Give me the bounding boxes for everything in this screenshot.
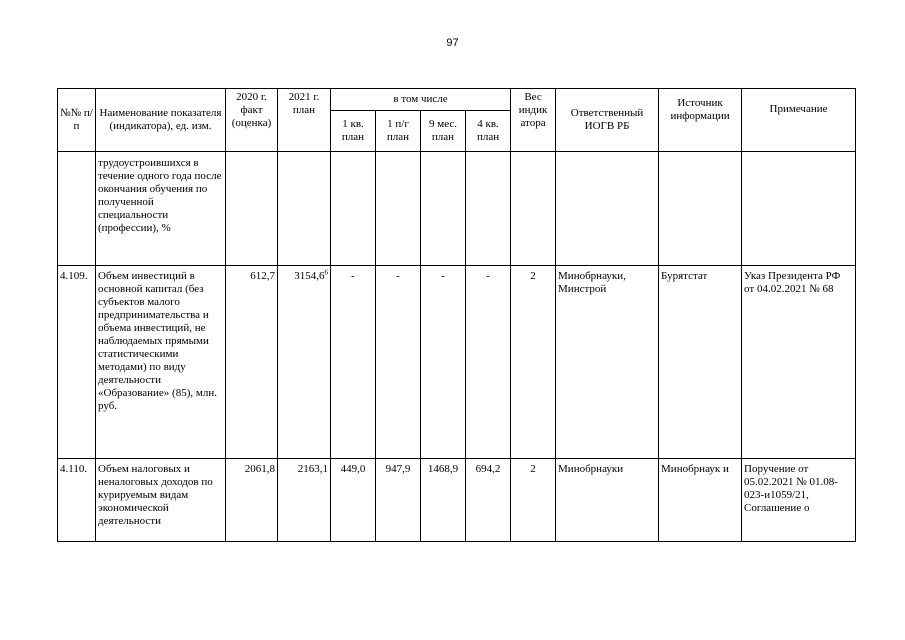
header-source: Источник информации [659,89,742,152]
row-9m: - [421,266,466,459]
row-num [58,152,96,266]
row-num: 4.110. [58,459,96,542]
row-9m: 1468,9 [421,459,466,542]
row-responsible: Минобрнауки, Минстрой [556,266,659,459]
header-plan-2021: 2021 г. план [278,89,331,152]
row-note: Поручение от 05.02.2021 № 01.08-023-и1059/21, Соглашение о [742,459,856,542]
row-q1 [331,152,376,266]
row-plan-2021: 2163,1 [278,459,331,542]
row-fact-2020 [226,152,278,266]
table-row [58,152,856,266]
row-source [659,152,742,266]
table-header [58,89,856,152]
page-number: 97 [446,37,459,49]
header-note: Примечание [742,89,856,152]
row-q1: - [331,266,376,459]
row-weight: 2 [511,459,556,542]
row-q4 [466,152,511,266]
row-responsible: Минобрнауки [556,459,659,542]
header-9m: 9 мес. план [421,111,466,152]
row-num: 4.109. [58,266,96,459]
header-responsible: Ответственный ИОГВ РБ [556,89,659,152]
row-h1 [376,152,421,266]
row-source: Минобрнаук и [659,459,742,542]
row-plan-2021-value: 3154,6 [294,270,325,282]
row-name: Объем налоговых и неналоговых доходов по курируемым видам экономической деятельности [96,459,226,542]
row-q4: - [466,266,511,459]
row-h1: 947,9 [376,459,421,542]
row-responsible [556,152,659,266]
table-row [58,266,856,459]
row-name: Объем инвестиций в основной капитал (без субъектов малого предпринимательства и объема инвестиций, не наблюдаемых прямыми статистическими методами) по виду деятельности «Образование» (85), млн. руб. [96,266,226,459]
row-weight [511,152,556,266]
footnote-mark: 6 [324,268,328,277]
header-h1: 1 п/г план [376,111,421,152]
row-source: Бурятстат [659,266,742,459]
row-weight: 2 [511,266,556,459]
table-row [58,459,856,542]
row-note [742,152,856,266]
row-name: трудоустроившихся в течение одного года после окончания обучения по полученной специальности (профессии), % [96,152,226,266]
header-weight: Вес индик атора [511,89,556,152]
row-plan-2021 [278,266,331,459]
indicators-table [57,88,856,542]
header-q1: 1 кв. план [331,111,376,152]
row-h1: - [376,266,421,459]
row-note: Указ Президента РФ от 04.02.2021 № 68 [742,266,856,459]
header-name: Наименование показателя (индикатора), ед. изм. [96,89,226,152]
row-fact-2020: 2061,8 [226,459,278,542]
row-q4: 694,2 [466,459,511,542]
row-9m [421,152,466,266]
header-fact-2020: 2020 г. факт (оценка) [226,89,278,152]
row-fact-2020: 612,7 [226,266,278,459]
row-plan-2021 [278,152,331,266]
header-q4: 4 кв. план [466,111,511,152]
header-including: в том числе [331,89,511,111]
header-num: №№ п/п [58,89,96,152]
row-q1: 449,0 [331,459,376,542]
